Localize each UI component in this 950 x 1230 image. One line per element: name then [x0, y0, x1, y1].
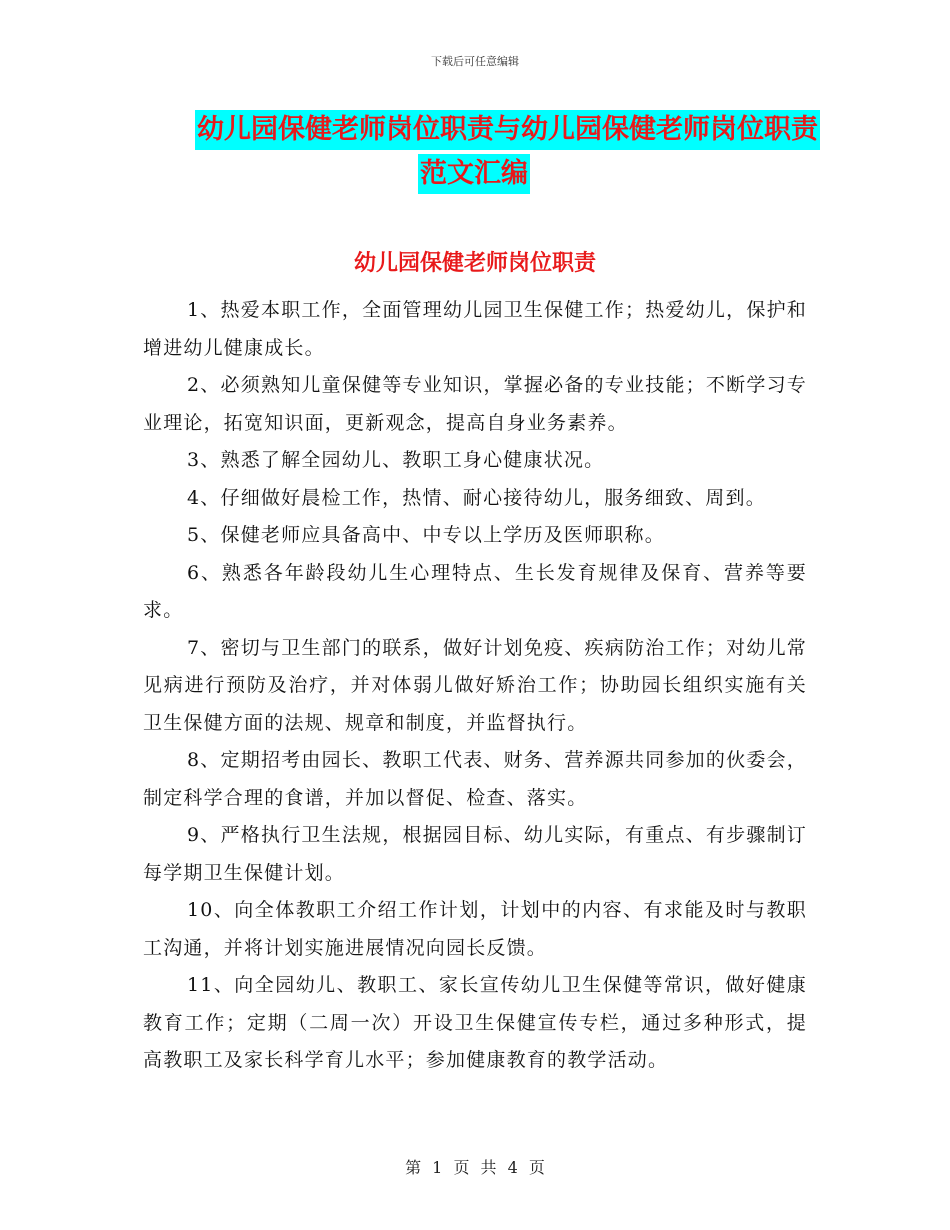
paragraph: 9、严格执行卫生法规，根据园目标、幼儿实际，有重点、有步骤制订每学期卫生保健计划。: [143, 824, 807, 884]
paragraph: 2、必须熟知儿童保健等专业知识，掌握必备的专业技能；不断学习专业理论，拓宽知识面，更新观念，提高自身业务素养。: [143, 374, 807, 434]
section-heading: 幼儿园保健老师岗位职责: [353, 250, 596, 276]
paragraph: 10、向全体教职工介绍工作计划，计划中的内容、有求能及时与教职工沟通，并将计划实施进展情况向园长反馈。: [143, 899, 807, 959]
paragraph: 11、向全园幼儿、教职工、家长宣传幼儿卫生保健等常识，做好健康教育工作；定期（二周一次）开设卫生保健宣传专栏，通过多种形式，提高教职工及家长科学育儿水平；参加健康教育的教学活动。: [143, 974, 807, 1071]
body-text: [143, 292, 807, 1080]
paragraph: 7、密切与卫生部门的联系，做好计划免疫、疾病防治工作；对幼儿常见病进行预防及治疗，并对体弱儿做好矫治工作；协助园长组织实施有关卫生保健方面的法规、规章和制度，并监督执行。: [143, 636, 807, 734]
paragraph: 1、热爱本职工作，全面管理幼儿园卫生保健工作；热爱幼儿，保护和增进幼儿健康成长。: [143, 299, 807, 359]
paragraph: 6、熟悉各年龄段幼儿生心理特点、生长发育规律及保育、营养等要求。: [143, 561, 807, 621]
header-note: 下载后可任意编辑: [431, 55, 519, 68]
paragraph: 8、定期招考由园长、教职工代表、财务、营养源共同参加的伙委会，制定科学合理的食谱，并加以督促、检查、落实。: [143, 749, 807, 809]
paragraph: 3、熟悉了解全园幼儿、教职工身心健康状况。: [187, 449, 605, 471]
title-line-2: 范文汇编: [418, 154, 530, 194]
paragraph: 4、仔细做好晨检工作，热情、耐心接待幼儿，服务细致、周到。: [187, 486, 766, 509]
paragraph: 5、保健老师应具备高中、中专以上学历及医师职称。: [187, 524, 665, 546]
title-line-1: 幼儿园保健老师岗位职责与幼儿园保健老师岗位职责: [195, 110, 820, 150]
page-number: 第 1 页 共 4 页: [405, 1158, 545, 1177]
